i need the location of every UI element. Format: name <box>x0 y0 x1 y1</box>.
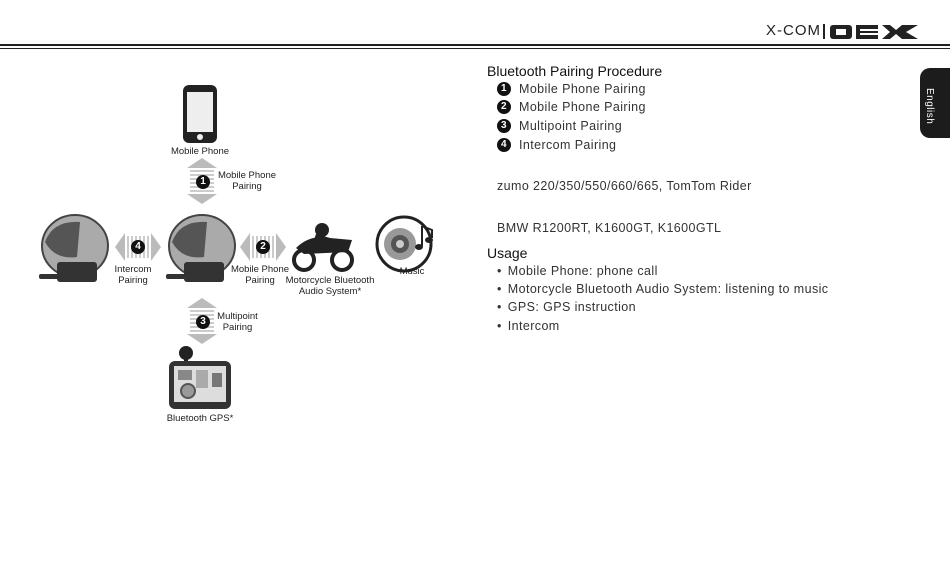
helmet-icon-left <box>35 212 110 287</box>
brand-divider <box>823 24 825 39</box>
step-badge-3: 3 <box>196 315 210 329</box>
step-number: 1 <box>497 82 511 96</box>
step-badge-2: 2 <box>256 240 270 254</box>
procedure-step-4 <box>497 138 616 152</box>
step-number: 3 <box>497 119 511 133</box>
brand-name: X-COM <box>766 22 821 39</box>
intercom-line2: Pairing <box>118 275 148 286</box>
multipoint-line1: Multipoint <box>217 311 258 322</box>
moto-audio-line1: Motorcycle Bluetooth <box>285 275 375 286</box>
nexx-logo <box>830 25 918 39</box>
procedure-step-1 <box>497 82 646 96</box>
mobile-pairing-top-line1: Mobile Phone <box>217 170 277 181</box>
header-rule-thin <box>0 48 950 49</box>
mobile-phone-label: Mobile Phone <box>170 146 230 157</box>
step-label: Multipoint Pairing <box>519 119 623 133</box>
usage-title: Usage <box>487 245 528 261</box>
mobile-pairing-right-line1: Mobile Phone <box>230 264 290 275</box>
gps-label: Bluetooth GPS* <box>166 413 234 424</box>
step-badge-4: 4 <box>131 240 145 254</box>
music-label: Music <box>399 266 425 277</box>
step-number: 4 <box>497 138 511 152</box>
step-label: Mobile Phone Pairing <box>519 100 646 114</box>
header-rule <box>0 44 950 46</box>
mobile-pairing-top-line2: Pairing <box>232 181 262 192</box>
procedure-step-3 <box>497 119 622 133</box>
step-badge-1: 1 <box>196 175 210 189</box>
multipoint-label <box>210 311 265 333</box>
gps-models-text: zumo 220/350/550/660/665, TomTom Rider <box>497 179 752 193</box>
usage-item: • Mobile Phone: phone call <box>497 264 658 278</box>
procedure-step-2 <box>497 100 646 114</box>
mobile-phone-icon <box>182 84 218 144</box>
pairing-procedure-title: Bluetooth Pairing Procedure <box>487 63 663 79</box>
step-number: 2 <box>497 100 511 114</box>
usage-item: • Motorcycle Bluetooth Audio System: listening to music <box>497 282 828 296</box>
mobile-pairing-right-line2: Pairing <box>245 275 275 286</box>
intercom-line1: Intercom <box>114 264 152 275</box>
language-tab[interactable] <box>920 68 950 138</box>
usage-item: • GPS: GPS instruction <box>497 300 636 314</box>
moto-audio-label <box>280 275 380 297</box>
step-label: Mobile Phone Pairing <box>519 82 646 96</box>
gps-device-icon <box>166 345 234 411</box>
mobile-pairing-top-label <box>212 170 282 192</box>
motorcycle-icon <box>290 222 356 272</box>
language-tab-label: English <box>924 88 935 125</box>
moto-audio-line2: Audio System* <box>298 286 362 297</box>
usage-item: • Intercom <box>497 319 560 333</box>
step-label: Intercom Pairing <box>519 138 617 152</box>
intercom-label <box>103 264 163 286</box>
multipoint-line2: Pairing <box>222 322 253 333</box>
bike-models-text: BMW R1200RT, K1600GT, K1600GTL <box>497 221 722 235</box>
